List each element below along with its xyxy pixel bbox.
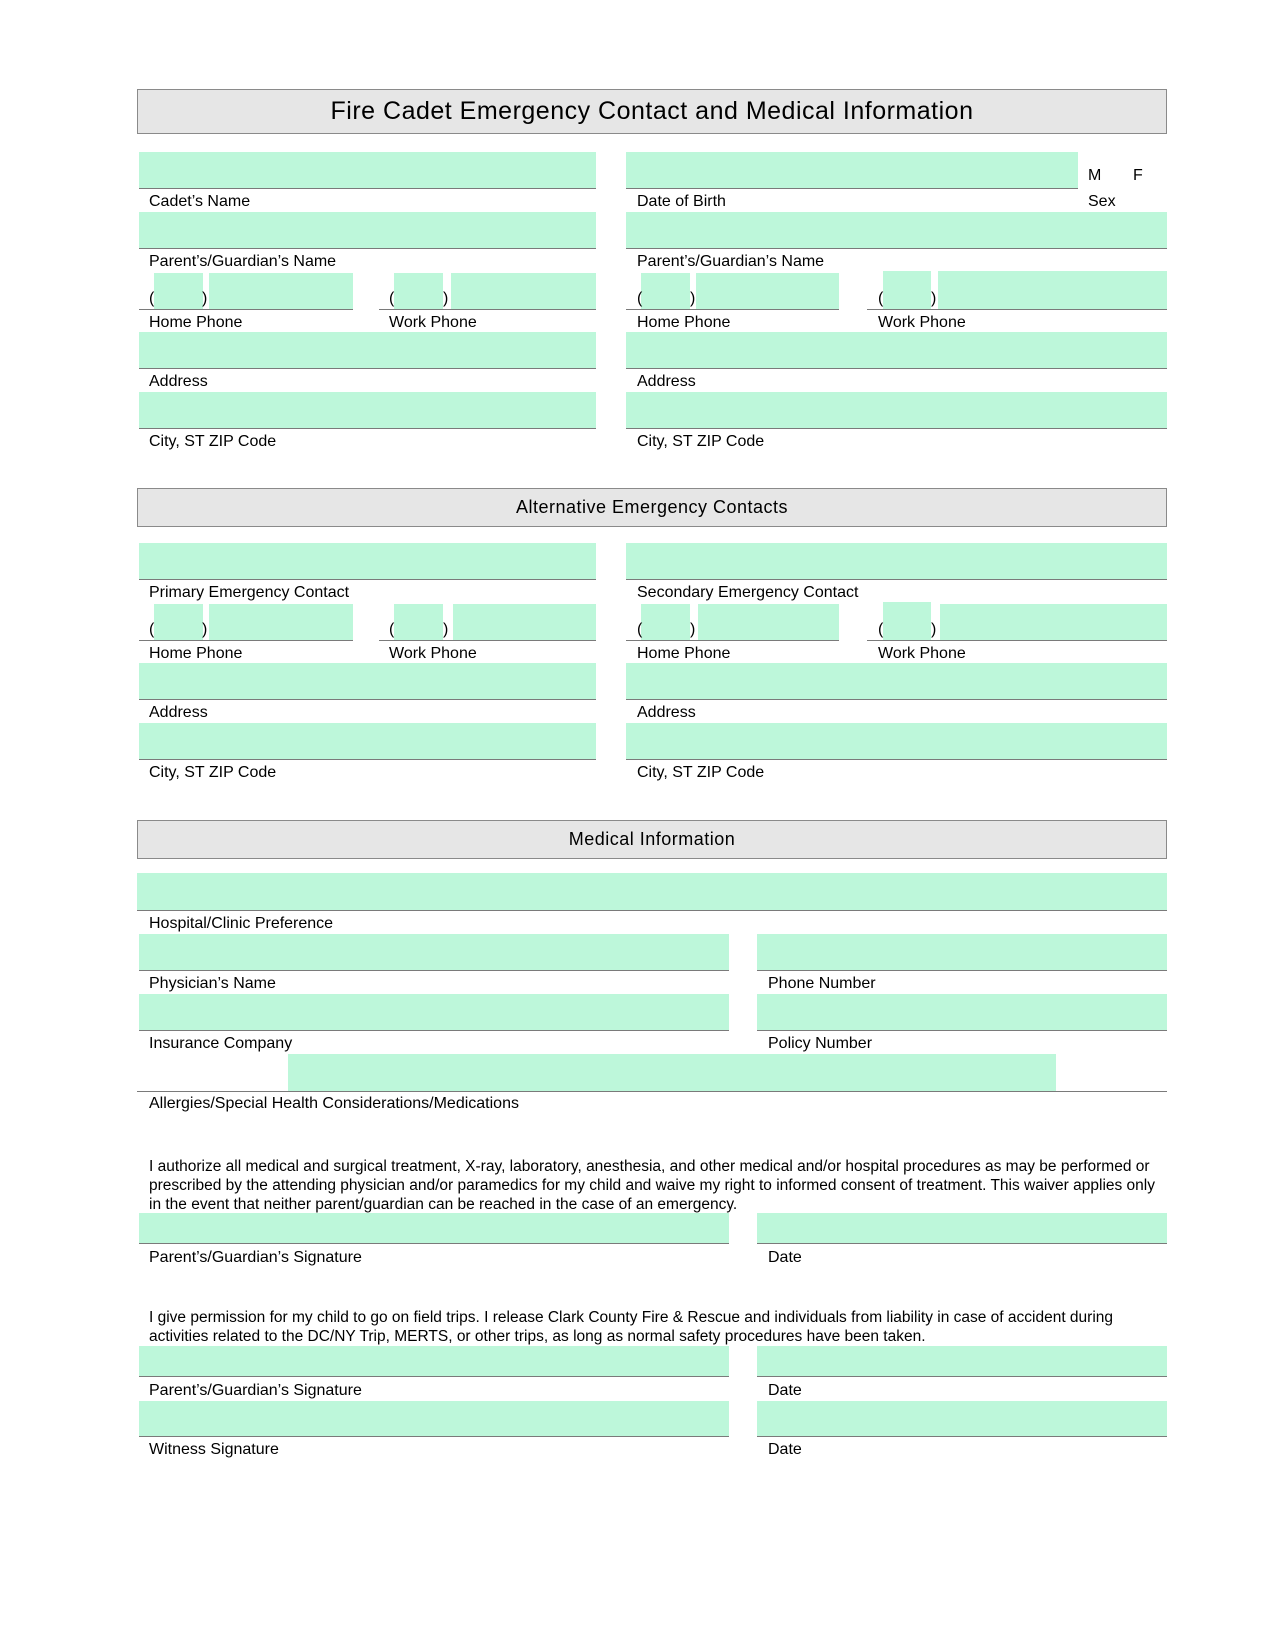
guardian1-home-phone-label: Home Phone [149, 314, 243, 331]
guardian1-city-field[interactable] [139, 392, 596, 429]
primary-home-paren-close: ) [202, 621, 208, 638]
primary-work-phone-line [379, 640, 596, 641]
insurance-company-field[interactable] [139, 994, 729, 1031]
secondary-work-area-code-field[interactable] [883, 602, 931, 640]
allergies-label: Allergies/Special Health Considerations/Medications [149, 1095, 519, 1112]
guardian1-work-phone-label: Work Phone [389, 314, 477, 331]
alternative-contacts-heading-text: Alternative Emergency Contacts [515, 497, 789, 517]
date-of-birth-field[interactable] [626, 152, 1078, 189]
guardian2-home-number-field[interactable] [696, 273, 839, 309]
primary-address-label: Address [149, 704, 208, 721]
secondary-address-field[interactable] [626, 663, 1167, 700]
guardian2-work-phone-line [867, 309, 1167, 310]
guardian2-home-paren-close: ) [690, 290, 696, 307]
cadet-name-label: Cadet’s Name [149, 193, 251, 210]
field-trip-consent-text: I give permission for my child to go on field trips. I release Clark County Fire & Rescue and individuals from liability in case of accident during activities related to the DC/NY Trip, MERTS, or other trips, as long as normal safety procedures have been taken. [149, 1309, 1114, 1345]
guardian2-work-paren-close: ) [931, 290, 937, 307]
medical-consent-text: I authorize all medical and surgical treatment, X-ray, laboratory, anesthesia, and other medical and/or hospital procedures as may be performed or prescribed by the attending physician and/or paramedics for my child and waive my right to informed consent of treatment. This waiver applies only in the event that neither parent/guardian can be reached in the case of an emergency. [149, 1158, 1155, 1213]
guardian1-home-paren-close: ) [202, 290, 208, 307]
secondary-work-phone-line [867, 640, 1167, 641]
guardian2-home-paren-open: ( [637, 290, 643, 307]
guardian1-work-number-field[interactable] [451, 273, 596, 309]
guardian-signature-label: Parent’s/Guardian’s Signature [149, 1249, 362, 1266]
guardian2-address-field[interactable] [626, 332, 1167, 369]
guardian-signature2-date-label: Date [768, 1382, 802, 1399]
primary-city-field[interactable] [139, 723, 596, 760]
primary-contact-field[interactable] [139, 543, 596, 580]
hospital-preference-label: Hospital/Clinic Preference [149, 915, 334, 932]
primary-home-phone-line [139, 640, 353, 641]
secondary-address-label: Address [637, 704, 696, 721]
secondary-work-paren-close: ) [931, 621, 937, 638]
primary-work-area-code-field[interactable] [394, 604, 443, 640]
guardian1-address-label: Address [149, 373, 208, 390]
sex-option-f[interactable]: F [1133, 167, 1143, 184]
primary-work-number-field[interactable] [453, 604, 596, 640]
guardian1-work-paren-open: ( [389, 290, 395, 307]
guardian1-work-phone-line [379, 309, 596, 310]
secondary-city-field[interactable] [626, 723, 1167, 760]
guardian-signature2-date-field[interactable] [757, 1346, 1167, 1377]
guardian1-work-area-code-field[interactable] [394, 273, 443, 309]
physician-name-field[interactable] [139, 934, 729, 971]
guardian1-home-area-code-field[interactable] [154, 273, 203, 309]
secondary-city-label: City, ST ZIP Code [637, 764, 765, 781]
medical-heading [137, 820, 1167, 859]
witness-date-label: Date [768, 1441, 802, 1458]
secondary-work-phone-label: Work Phone [878, 645, 966, 662]
form-title [137, 89, 1167, 134]
guardian1-home-phone-line [139, 309, 353, 310]
insurance-company-label: Insurance Company [149, 1035, 293, 1052]
guardian-signature-field[interactable] [139, 1213, 729, 1244]
guardian1-city-label: City, ST ZIP Code [149, 433, 277, 450]
witness-signature-label: Witness Signature [149, 1441, 279, 1458]
guardian2-work-paren-open: ( [878, 290, 884, 307]
secondary-home-area-code-field[interactable] [641, 604, 690, 640]
alternative-contacts-heading [137, 488, 1167, 527]
primary-city-label: City, ST ZIP Code [149, 764, 277, 781]
secondary-work-number-field[interactable] [940, 604, 1167, 640]
guardian1-home-paren-open: ( [149, 290, 155, 307]
policy-number-label: Policy Number [768, 1035, 873, 1052]
primary-home-paren-open: ( [149, 621, 155, 638]
guardian1-name-field[interactable] [139, 212, 596, 249]
guardian2-address-label: Address [637, 373, 696, 390]
secondary-work-paren-open: ( [878, 621, 884, 638]
hospital-preference-field[interactable] [137, 873, 1167, 911]
witness-date-field[interactable] [757, 1401, 1167, 1437]
sex-option-m[interactable]: M [1088, 167, 1102, 184]
guardian-signature-date-label: Date [768, 1249, 802, 1266]
physician-name-label: Physician’s Name [149, 975, 276, 992]
secondary-home-paren-open: ( [637, 621, 643, 638]
guardian2-work-number-field[interactable] [938, 271, 1167, 309]
policy-number-field[interactable] [757, 994, 1167, 1031]
secondary-home-phone-line [626, 640, 839, 641]
witness-signature-field[interactable] [139, 1401, 729, 1437]
medical-heading-text: Medical Information [568, 829, 736, 849]
guardian2-home-phone-label: Home Phone [637, 314, 731, 331]
guardian1-name-label: Parent’s/Guardian’s Name [149, 253, 337, 270]
primary-address-field[interactable] [139, 663, 596, 700]
guardian2-home-phone-line [626, 309, 839, 310]
secondary-contact-field[interactable] [626, 543, 1167, 580]
guardian1-home-number-field[interactable] [209, 273, 353, 309]
guardian1-work-paren-close: ) [443, 290, 449, 307]
cadet-name-field[interactable] [139, 152, 596, 189]
guardian-signature2-label: Parent’s/Guardian’s Signature [149, 1382, 362, 1399]
primary-contact-label: Primary Emergency Contact [149, 584, 350, 601]
date-of-birth-label: Date of Birth [637, 193, 726, 210]
guardian2-work-phone-label: Work Phone [878, 314, 966, 331]
primary-home-area-code-field[interactable] [154, 604, 203, 640]
form-title-text: Fire Cadet Emergency Contact and Medical Information [330, 97, 974, 125]
sex-label: Sex [1088, 193, 1116, 210]
secondary-contact-label: Secondary Emergency Contact [637, 584, 859, 601]
primary-work-paren-open: ( [389, 621, 395, 638]
guardian1-address-field[interactable] [139, 332, 596, 369]
guardian2-work-area-code-field[interactable] [883, 271, 931, 309]
physician-phone-field[interactable] [757, 934, 1167, 971]
guardian2-city-field[interactable] [626, 392, 1167, 429]
guardian-signature2-field[interactable] [139, 1346, 729, 1377]
allergies-line [137, 1091, 1167, 1092]
primary-work-phone-label: Work Phone [389, 645, 477, 662]
physician-phone-label: Phone Number [768, 975, 876, 992]
guardian2-home-area-code-field[interactable] [641, 273, 690, 309]
primary-home-number-field[interactable] [209, 604, 353, 640]
guardian2-city-label: City, ST ZIP Code [637, 433, 765, 450]
guardian2-name-field[interactable] [626, 212, 1167, 249]
primary-home-phone-label: Home Phone [149, 645, 243, 662]
secondary-home-number-field[interactable] [698, 604, 839, 640]
guardian2-name-label: Parent’s/Guardian’s Name [637, 253, 825, 270]
allergies-field[interactable] [288, 1054, 1056, 1091]
secondary-home-phone-label: Home Phone [637, 645, 731, 662]
secondary-home-paren-close: ) [690, 621, 696, 638]
primary-work-paren-close: ) [443, 621, 449, 638]
guardian-signature-date-field[interactable] [757, 1213, 1167, 1244]
